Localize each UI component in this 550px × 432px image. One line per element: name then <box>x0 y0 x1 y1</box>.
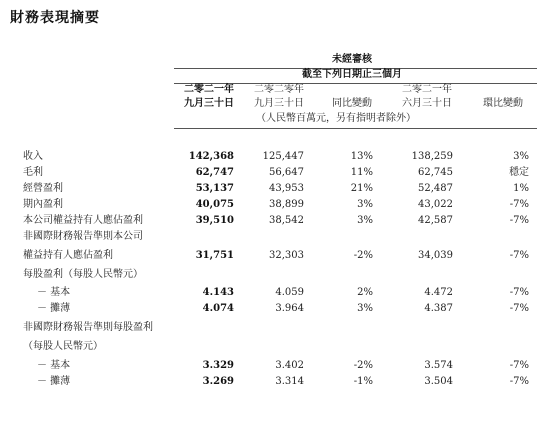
yoy-change: 13% <box>350 151 373 162</box>
value-2020-q3: 38,899 <box>269 199 304 210</box>
qoq-change: -7% <box>509 376 529 387</box>
value-2021-q2: 62,745 <box>418 167 453 178</box>
qoq-change: -7% <box>509 250 529 261</box>
value-2020-q3: 43,953 <box>269 183 304 194</box>
col1-header-line2: 九月三十日 <box>184 98 234 109</box>
table-row <box>0 303 550 315</box>
value-2021-q2: 43,022 <box>418 199 453 210</box>
value-2020-q3: 4.059 <box>275 287 304 298</box>
yoy-change: 3% <box>357 215 373 226</box>
yoy-change: -2% <box>353 360 373 371</box>
table-row <box>0 183 550 195</box>
row-label: － 攤薄 <box>37 376 71 387</box>
yoy-change: 2% <box>357 287 373 298</box>
yoy-change: -2% <box>353 250 373 261</box>
row-label: 經營盈利 <box>23 183 63 194</box>
qoq-change: -7% <box>509 360 529 371</box>
value-2020-q3: 3.964 <box>275 303 304 314</box>
value-2021-q3: 62,747 <box>195 167 234 178</box>
value-2021-q3: 3.269 <box>202 376 234 387</box>
row-label: 毛利 <box>23 167 43 178</box>
value-2021-q3: 3.329 <box>202 360 234 371</box>
yoy-change: 21% <box>350 183 373 194</box>
qoq-change: -7% <box>509 303 529 314</box>
col4-header-line1: 二零二一年 <box>402 84 452 95</box>
col3-header: 同比變動 <box>332 98 372 109</box>
table-row <box>0 250 550 262</box>
qoq-change: 1% <box>513 183 529 194</box>
value-2021-q2: 3.504 <box>424 376 453 387</box>
header-rule-bottom <box>174 128 537 129</box>
yoy-change: 3% <box>357 199 373 210</box>
row-label: － 攤薄 <box>37 303 71 314</box>
col2-header-line2: 九月三十日 <box>254 98 304 109</box>
row-label: 權益持有人應佔盈利 <box>23 250 113 261</box>
table-row <box>0 151 550 163</box>
row-label: 收入 <box>23 151 43 162</box>
row-label: － 基本 <box>37 287 71 298</box>
table-row <box>0 167 550 179</box>
qoq-change: -7% <box>509 215 529 226</box>
yoy-change: -1% <box>353 376 373 387</box>
row-label: 每股盈利（每股人民幣元） <box>23 269 143 280</box>
header-period: 截至下列日期止三個月 <box>302 69 402 80</box>
table-row <box>0 322 550 334</box>
value-2021-q3: 39,510 <box>195 215 234 226</box>
unit-note: （人民幣百萬元，另有指明者除外） <box>256 113 416 124</box>
col4-header-line2: 六月三十日 <box>402 98 452 109</box>
row-label: － 基本 <box>37 360 71 371</box>
table-row <box>0 199 550 211</box>
table-row <box>0 215 550 227</box>
col5-header: 環比變動 <box>483 98 523 109</box>
value-2021-q2: 3.574 <box>424 360 453 371</box>
page-title: 財務表現摘要 <box>10 10 100 26</box>
value-2020-q3: 3.314 <box>275 376 304 387</box>
yoy-change: 11% <box>350 167 373 178</box>
value-2021-q2: 52,487 <box>418 183 453 194</box>
value-2021-q2: 4.387 <box>424 303 453 314</box>
value-2021-q2: 4.472 <box>424 287 453 298</box>
value-2021-q2: 42,587 <box>418 215 453 226</box>
value-2021-q3: 4.143 <box>202 287 234 298</box>
value-2021-q2: 138,259 <box>411 151 453 162</box>
header-unaudited: 未經審核 <box>332 54 372 65</box>
table-row <box>0 341 550 353</box>
yoy-change: 3% <box>357 303 373 314</box>
qoq-change: 穩定 <box>509 167 529 178</box>
row-label: 本公司權益持有人應佔盈利 <box>23 215 143 226</box>
value-2020-q3: 32,303 <box>269 250 304 261</box>
qoq-change: -7% <box>509 287 529 298</box>
value-2020-q3: 125,447 <box>262 151 304 162</box>
value-2021-q3: 53,137 <box>195 183 234 194</box>
value-2020-q3: 3.402 <box>275 360 304 371</box>
table-row <box>0 376 550 388</box>
qoq-change: -7% <box>509 199 529 210</box>
row-label: 非國際財務報告準則本公司 <box>23 231 143 242</box>
value-2020-q3: 38,542 <box>269 215 304 226</box>
table-row <box>0 231 550 243</box>
table-row <box>0 287 550 299</box>
table-row <box>0 269 550 281</box>
qoq-change: 3% <box>513 151 529 162</box>
table-row <box>0 360 550 372</box>
row-label: 非國際財務報告準則每股盈利 <box>23 322 153 333</box>
value-2021-q3: 40,075 <box>195 199 234 210</box>
value-2021-q3: 142,368 <box>188 151 234 162</box>
value-2021-q2: 34,039 <box>418 250 453 261</box>
row-label: （每股人民幣元） <box>23 341 103 352</box>
row-label: 期內盈利 <box>23 199 63 210</box>
col1-header-line1: 二零二一年 <box>184 84 234 95</box>
value-2021-q3: 4.074 <box>202 303 234 314</box>
value-2021-q3: 31,751 <box>195 250 234 261</box>
col2-header-line1: 二零二零年 <box>254 84 304 95</box>
value-2020-q3: 56,647 <box>269 167 304 178</box>
